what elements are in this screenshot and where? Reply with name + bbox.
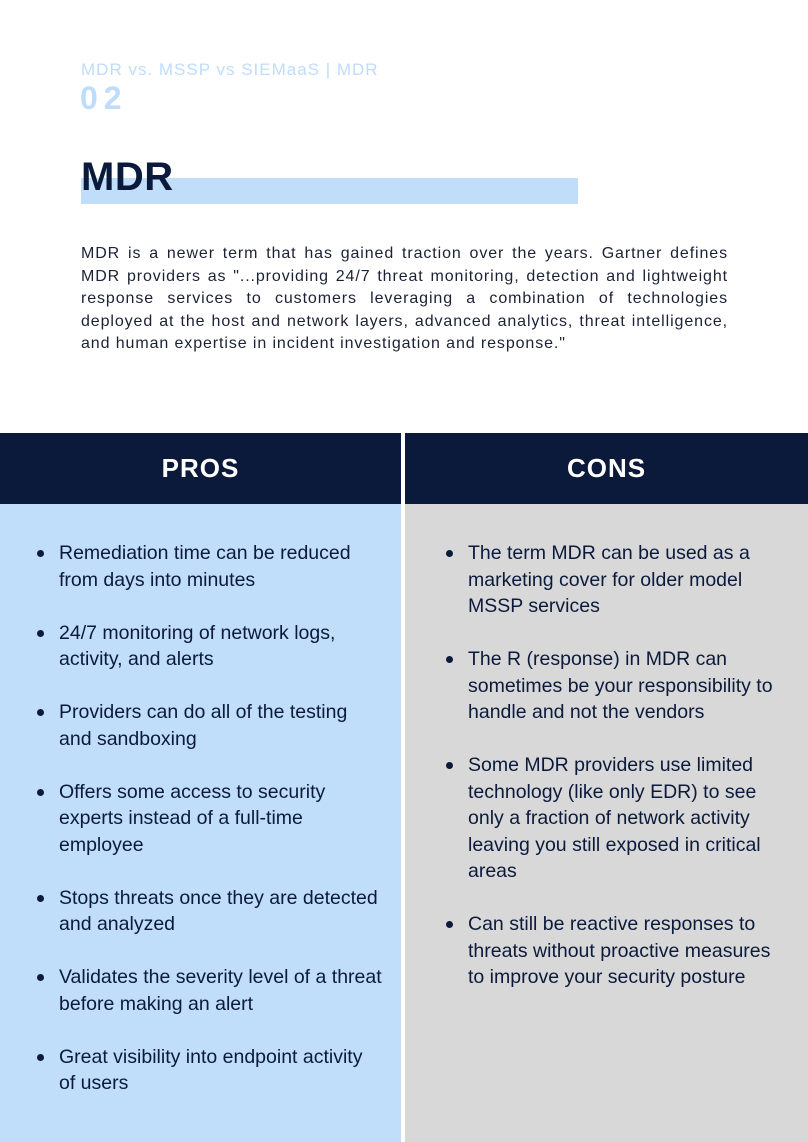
page-title: MDR (81, 155, 174, 199)
pros-list-item: Stops threats once they are detected and analyzed (59, 885, 384, 938)
intro-paragraph: MDR is a newer term that has gained traction over the years. Gartner defines MDR providers as "...providing 24/7 threat monitoring, detection and lightweight response services to customers leveraging a combination of technologies deployed at the host and network layers, advanced analytics, threat intelligence, and human expertise in incident investigation and response." (81, 245, 728, 352)
document-subtitle: MDR vs. MSSP vs SIEMaaS | MDR (81, 60, 379, 79)
cons-heading: CONS (405, 433, 808, 504)
cons-list (468, 540, 788, 1017)
pros-list-item: 24/7 monitoring of network logs, activity, and alerts (59, 620, 384, 673)
pros-heading: PROS (0, 433, 401, 504)
pros-list-item: Offers some access to security experts instead of a full-time employee (59, 779, 384, 859)
cons-list-item: Can still be reactive responses to threats without proactive measures to improve your security posture (468, 911, 788, 991)
column-divider (401, 433, 405, 1142)
pros-list-item: Providers can do all of the testing and sandboxing (59, 699, 384, 752)
cons-list-item: Some MDR providers use limited technology (like only EDR) to see only a fraction of network activity leaving you still exposed in critical areas (468, 752, 788, 885)
pros-list-item: Great visibility into endpoint activity of users (59, 1044, 384, 1097)
page-number: 02 (80, 80, 128, 116)
pros-list-item: Remediation time can be reduced from days into minutes (59, 540, 384, 593)
pros-list (59, 540, 384, 1123)
pros-list-item: Validates the severity level of a threat before making an alert (59, 964, 384, 1017)
cons-list-item: The R (response) in MDR can sometimes be your responsibility to handle and not the vendors (468, 646, 788, 726)
cons-list-item: The term MDR can be used as a marketing cover for older model MSSP services (468, 540, 788, 620)
cons-panel (405, 504, 808, 1142)
pros-panel (0, 504, 401, 1142)
